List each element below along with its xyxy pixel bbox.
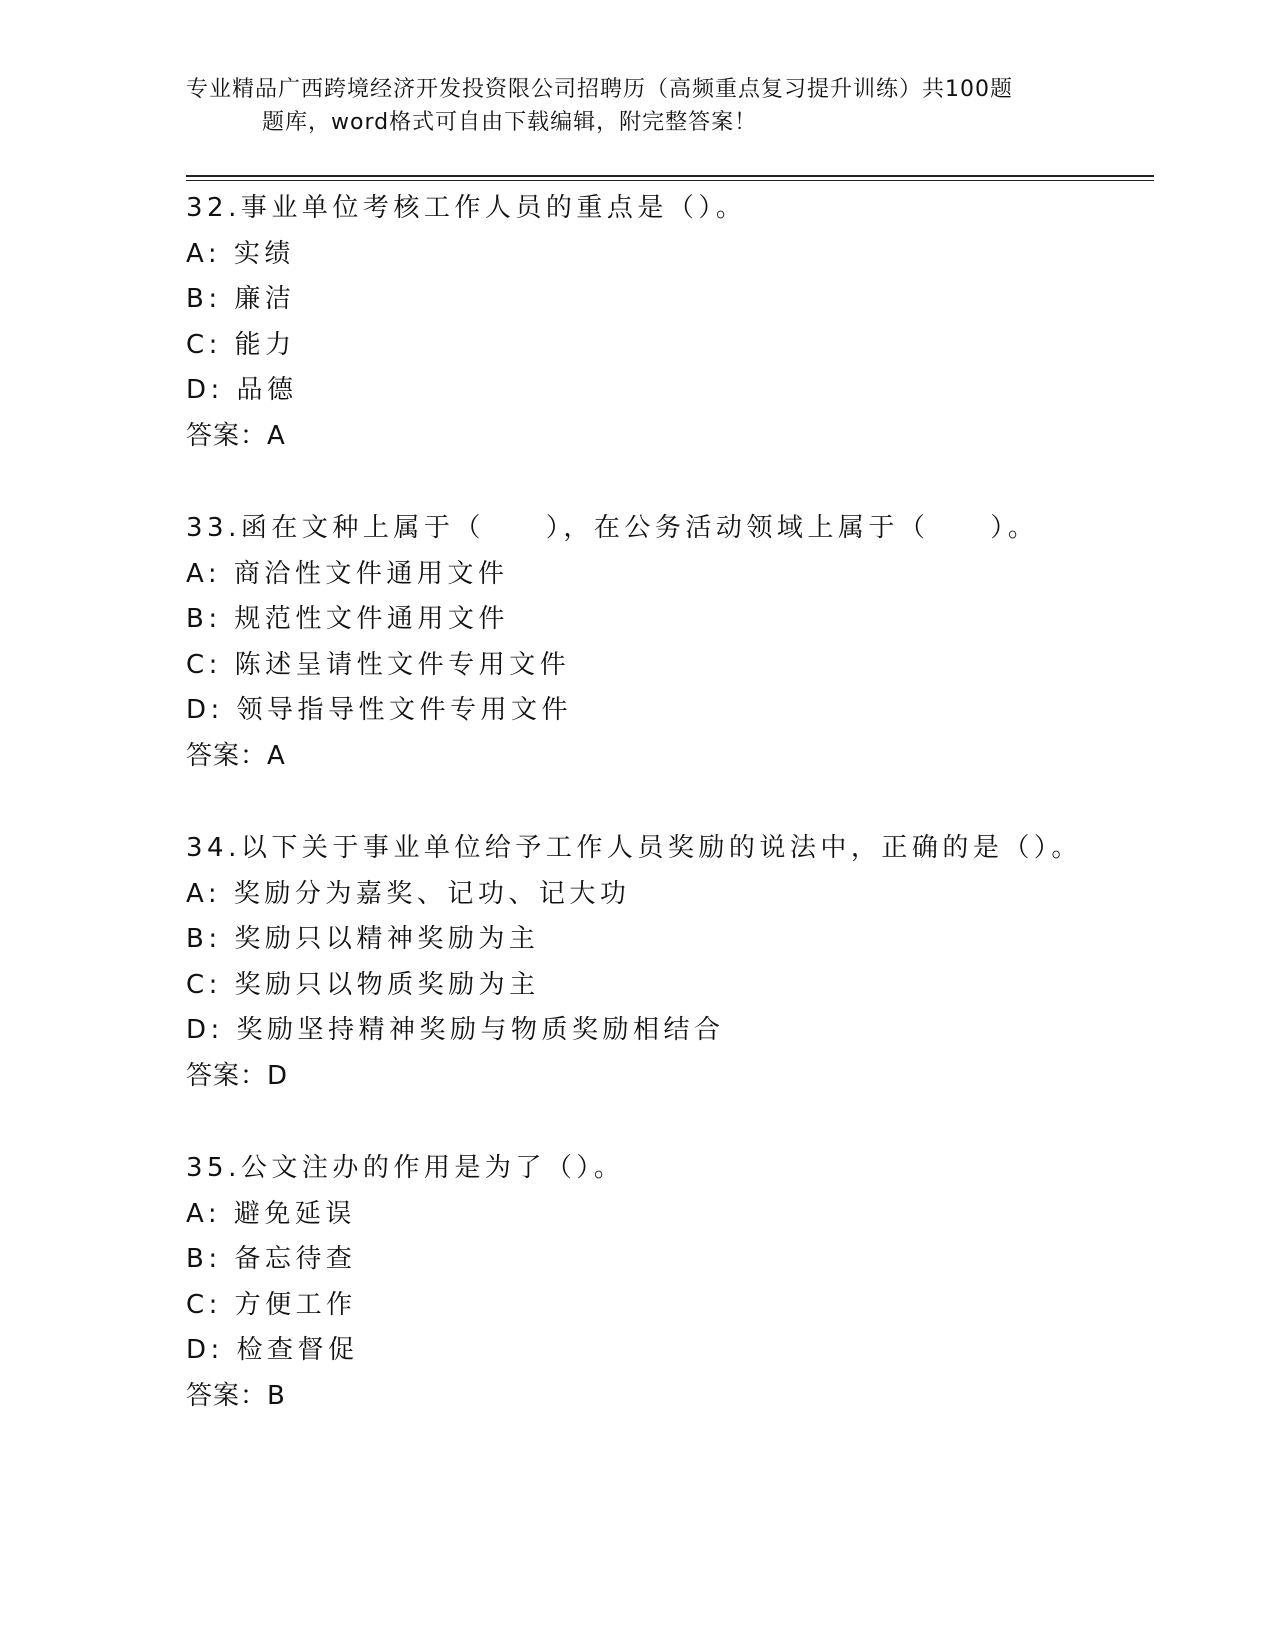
answer-line: 答案：D — [186, 1060, 289, 1091]
header-divider-thin — [186, 180, 1154, 181]
question-stem: 33.函在文种上属于（ ），在公务活动领域上属于（ ）。 — [186, 513, 1039, 543]
option-a: A: 实绩 — [186, 238, 295, 269]
answer-line: 答案：A — [186, 740, 286, 771]
answer-line: 答案：A — [186, 420, 286, 451]
question-stem: 35.公文注办的作用是为了（）。 — [186, 1153, 625, 1183]
question-stem: 34.以下关于事业单位给予工作人员奖励的说法中，正确的是（）。 — [186, 833, 1082, 863]
option-d: D: 品德 — [186, 375, 298, 405]
option-c: C: 奖励只以物质奖励为主 — [186, 969, 540, 1000]
option-d: D: 检查督促 — [186, 1335, 359, 1365]
question-stem: 32.事业单位考核工作人员的重点是（）。 — [186, 193, 747, 223]
question-33 — [186, 506, 1146, 779]
question-list — [186, 186, 1146, 1466]
option-b: B: 备忘待查 — [186, 1244, 357, 1274]
option-b: B: 规范性文件通用文件 — [186, 604, 509, 634]
option-c: C: 能力 — [186, 329, 296, 360]
question-32 — [186, 186, 1146, 459]
option-d: D: 领导指导性文件专用文件 — [186, 695, 573, 725]
option-c: C: 方便工作 — [186, 1289, 357, 1320]
option-d: D: 奖励坚持精神奖励与物质奖励相结合 — [186, 1015, 725, 1045]
question-34 — [186, 826, 1146, 1099]
document-header — [186, 73, 1086, 139]
header-title-line-1: 专业精品广西跨境经济开发投资限公司招聘历（高频重点复习提升训练）共100题 — [186, 77, 1013, 102]
answer-line: 答案：B — [186, 1380, 286, 1411]
option-a: A: 避免延误 — [186, 1198, 356, 1229]
question-35 — [186, 1146, 1146, 1419]
header-title-line-2: 题库，word格式可自由下载编辑，附完整答案！ — [262, 110, 758, 135]
option-a: A: 商洽性文件通用文件 — [186, 558, 509, 589]
option-a: A: 奖励分为嘉奖、记功、记大功 — [186, 878, 631, 909]
header-divider-thick — [186, 175, 1154, 177]
option-b: B: 廉洁 — [186, 284, 296, 314]
option-b: B: 奖励只以精神奖励为主 — [186, 924, 540, 954]
option-c: C: 陈述呈请性文件专用文件 — [186, 649, 571, 680]
